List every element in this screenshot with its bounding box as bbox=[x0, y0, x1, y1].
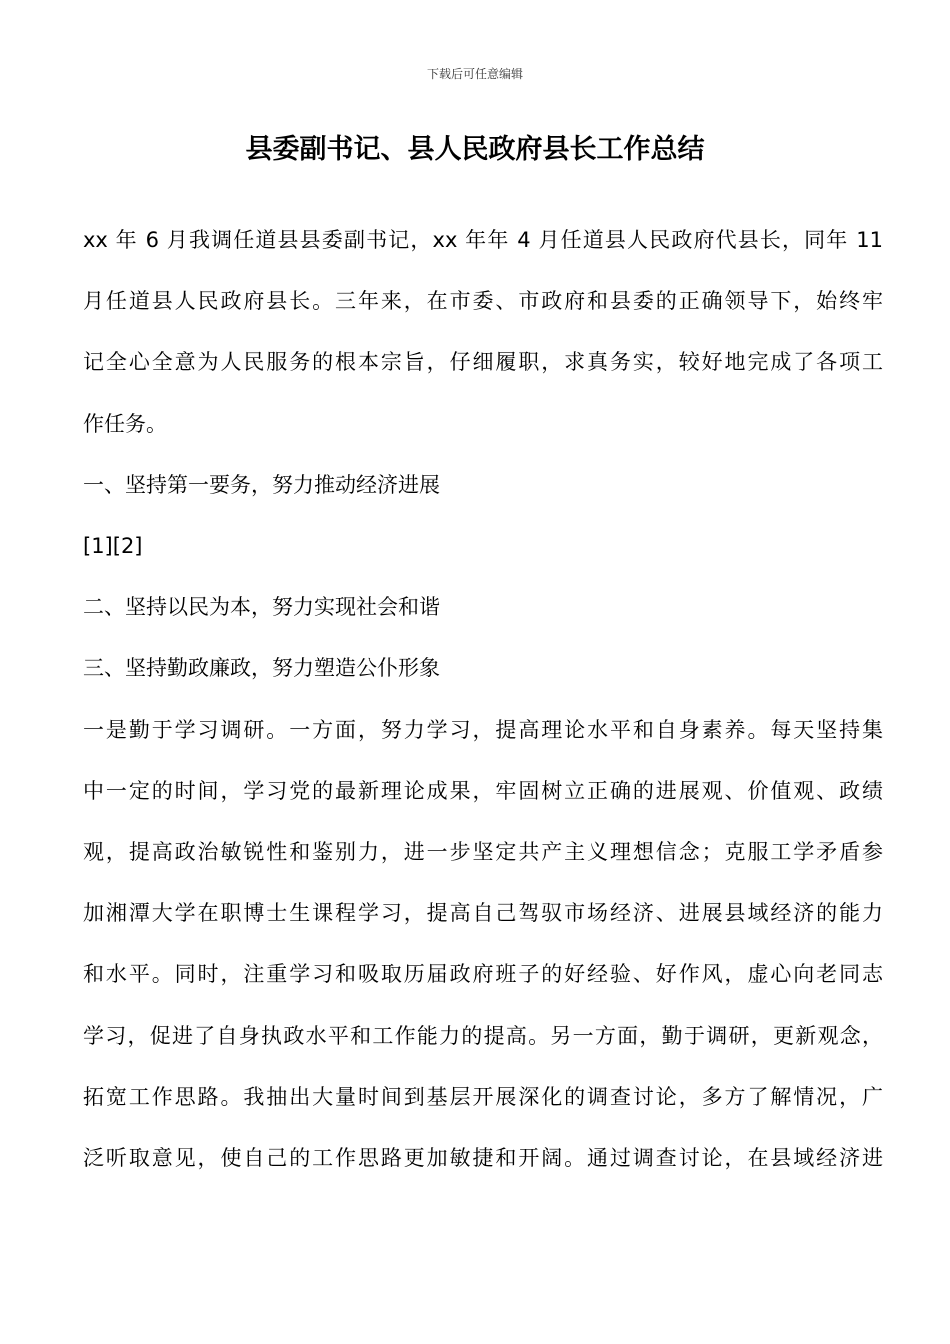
text-line: 拓宽工作思路。我抽出大量时间到基层开展深化的调查讨论，多方了解情况，广 bbox=[83, 1084, 883, 1109]
section-heading-3: 三、坚持勤政廉政，努力塑造公仆形象 bbox=[83, 656, 440, 681]
section-heading-1: 一、坚持第一要务，努力推动经济进展 bbox=[83, 472, 440, 497]
text-line: 学习，促进了自身执政水平和工作能力的提高。另一方面，勤于调研，更新观念， bbox=[83, 1023, 883, 1048]
text-line: 月任道县人民政府县长。三年来，在市委、市政府和县委的正确领导下，始终牢 bbox=[83, 289, 883, 314]
text-line: 加湘潭大学在职博士生课程学习，提高自己驾驭市场经济、进展县域经济的能力 bbox=[83, 901, 883, 926]
text-line: 作任务。 bbox=[83, 411, 167, 436]
page-links[interactable]: [1][2] bbox=[83, 534, 143, 559]
text-line: 泛听取意见，使自己的工作思路更加敏捷和开阔。通过调查讨论，在县域经济进 bbox=[83, 1146, 883, 1171]
header-note: 下载后可任意编辑 bbox=[426, 67, 523, 81]
text-line: 观，提高政治敏锐性和鉴别力，进一步坚定共产主义理想信念；克服工学矛盾参 bbox=[83, 840, 883, 865]
document-title: 县委副书记、县人民政府县长工作总结 bbox=[245, 134, 705, 165]
text-line: 记全心全意为人民服务的根本宗旨，仔细履职，求真务实，较好地完成了各项工 bbox=[83, 350, 883, 375]
intro-paragraph bbox=[83, 210, 883, 455]
text-line: 中一定的时间，学习党的最新理论成果，牢固树立正确的进展观、价值观、政绩 bbox=[83, 778, 883, 803]
document-body bbox=[83, 210, 883, 1189]
section-heading-2: 二、坚持以民为本，努力实现社会和谐 bbox=[83, 595, 440, 620]
text-line: xx 年 6 月我调任道县县委副书记，xx 年年 4 月任道县人民政府代县长，同年 11 bbox=[83, 228, 883, 252]
text-line: 和水平。同时，注重学习和吸取历届政府班子的好经验、好作风，虚心向老同志 bbox=[83, 962, 883, 987]
study-paragraph bbox=[83, 700, 883, 1190]
text-line: 一是勤于学习调研。一方面，努力学习，提高理论水平和自身素养。每天坚持集 bbox=[83, 717, 883, 742]
